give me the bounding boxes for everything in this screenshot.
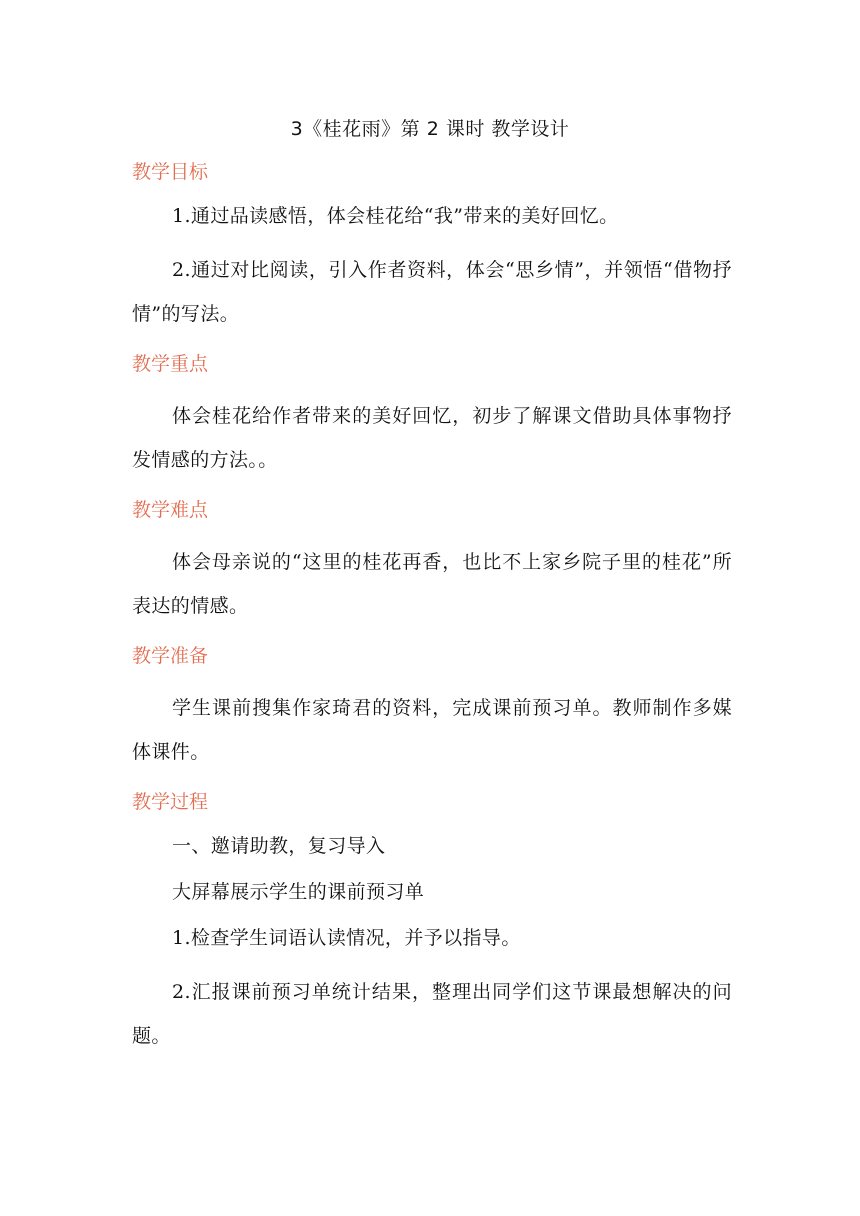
paragraph: 体会母亲说的“这里的桂花再香，也比不上家乡院子里的桂花”所表达的情感。 (132, 551, 732, 617)
paragraph: 1.通过品读感悟，体会桂花给“我”带来的美好回忆。 (172, 205, 619, 227)
paragraph: 大屏幕展示学生的课前预习单 (172, 881, 425, 903)
document-title: 3《桂花雨》第 2 课时 教学设计 (290, 118, 570, 140)
section-teaching-difficulties (132, 496, 732, 628)
section-heading: 教学重点 (132, 353, 209, 375)
paragraph: 学生课前搜集作家琦君的资料，完成课前预习单。教师制作多媒体课件。 (132, 697, 732, 763)
section-heading: 教学目标 (132, 161, 209, 183)
section-heading: 教学过程 (132, 791, 209, 813)
paragraph: 2.汇报课前预习单统计结果，整理出同学们这节课最想解决的问题。 (132, 981, 732, 1047)
section-teaching-goals (132, 158, 732, 336)
section-heading: 教学难点 (132, 499, 209, 521)
paragraph: 体会桂花给作者带来的美好回忆，初步了解课文借助具体事物抒发情感的方法。。 (132, 405, 732, 471)
section-teaching-process (132, 788, 732, 1058)
paragraph: 一、邀请助教，复习导入 (172, 835, 386, 857)
paragraph: 2.通过对比阅读，引入作者资料，体会“思乡情”，并领悟“借物抒情”的写法。 (132, 259, 732, 325)
document-body (132, 158, 732, 1061)
paragraph: 1.检查学生词语认读情况，并予以指导。 (172, 927, 521, 949)
section-teaching-preparation (132, 642, 732, 774)
section-heading: 教学准备 (132, 645, 209, 667)
section-teaching-key-points (132, 350, 732, 482)
